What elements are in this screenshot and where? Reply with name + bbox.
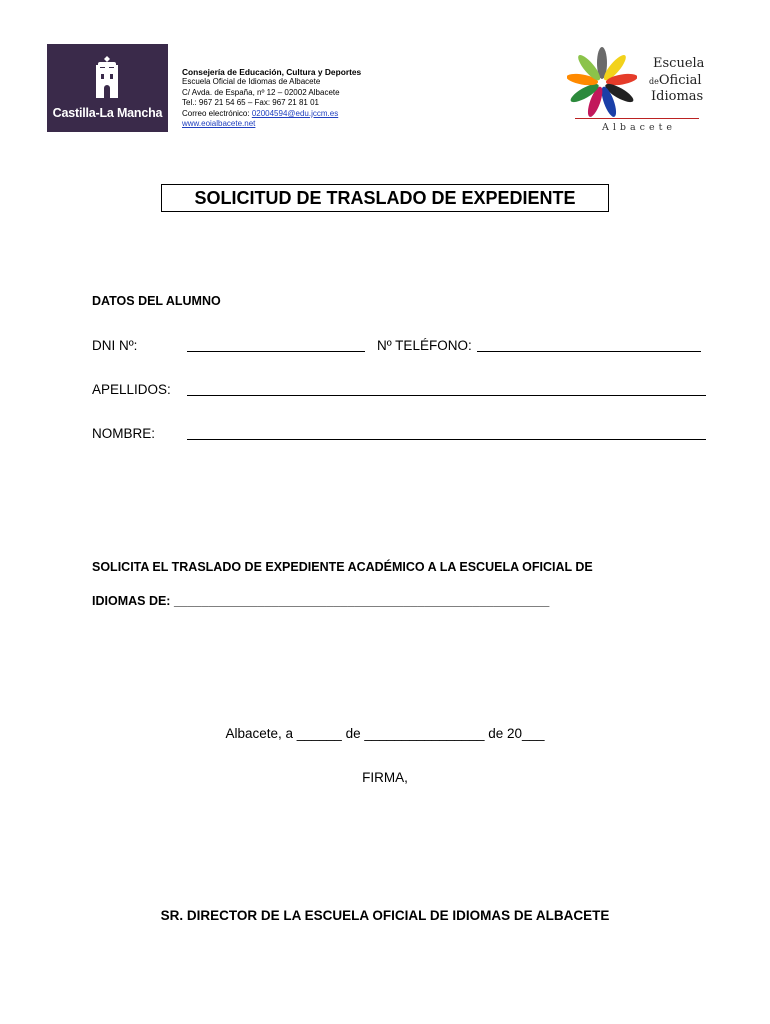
name-label: NOMBRE: (92, 426, 156, 441)
school-address: C/ Avda. de España, nº 12 – 02002 Albacete (182, 87, 340, 97)
surname-field[interactable] (187, 395, 706, 396)
name-field[interactable] (187, 439, 706, 440)
castilla-la-mancha-logo (47, 44, 168, 132)
logo-city: Albacete (602, 122, 677, 133)
addressee: SR. DIRECTOR DE LA ESCUELA OFICIAL DE IDIOMAS DE ALBACETE (160, 908, 610, 923)
phone-field[interactable] (477, 351, 701, 352)
logo-word-escuela: Escuela (653, 56, 705, 71)
request-text-line-1: SOLICITA EL TRASLADO DE EXPEDIENTE ACADÉMICO A LA ESCUELA OFICIAL DE (92, 560, 593, 574)
school-name: Escuela Oficial de Idiomas de Albacete (182, 77, 321, 87)
request-text-line-2: IDIOMAS DE: ______________________________________________________ (92, 594, 550, 608)
phone-label: Nº TELÉFONO: (377, 338, 472, 353)
document-title: SOLICITUD DE TRASLADO DE EXPEDIENTE (161, 184, 609, 212)
logo-word-oficial-text: Oficial (658, 73, 702, 88)
castilla-la-mancha-label: Castilla-La Mancha (52, 106, 163, 120)
email-link[interactable]: 02004594@edu.jccm.es (251, 108, 339, 118)
email-line (182, 109, 361, 119)
school-phone-fax: Tel.: 967 21 54 65 – Fax: 967 21 81 01 (182, 98, 319, 108)
contact-block (182, 67, 361, 129)
signature-label: FIRMA, (362, 770, 408, 785)
eoi-logo (567, 44, 707, 136)
department-name: Consejería de Educación, Cultura y Deportes (182, 67, 362, 77)
surname-label: APELLIDOS: (92, 382, 171, 397)
logo-word-idiomas: Idiomas (651, 89, 704, 104)
dni-field[interactable] (187, 351, 365, 352)
castle-crest-icon (93, 54, 121, 104)
date-line: Albacete, a ______ de ________________ de 20___ (225, 726, 545, 741)
logo-word-oficial (649, 74, 702, 89)
logo-word-de: de (649, 77, 659, 86)
email-prefix: Correo electrónico: (182, 108, 252, 118)
section-student-data: DATOS DEL ALUMNO (92, 294, 221, 308)
pinwheel-icon (567, 46, 637, 120)
dni-label: DNI Nº: (92, 338, 138, 353)
website-link[interactable]: www.eoialbacete.net (182, 119, 256, 129)
logo-divider (575, 118, 699, 119)
